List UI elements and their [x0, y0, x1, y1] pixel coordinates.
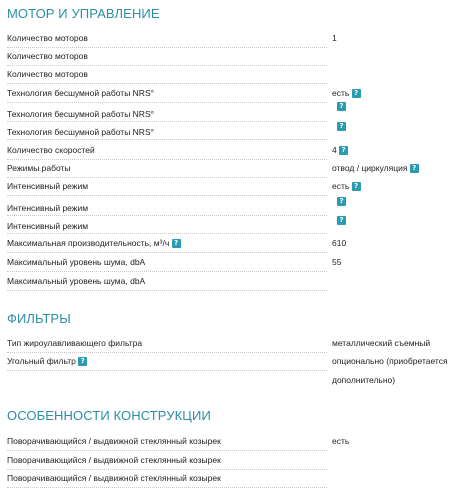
- spec-value: 55: [332, 257, 342, 267]
- spec-label: Тип жироулавливающего фильтра: [7, 338, 143, 348]
- dotted-leader: [7, 65, 327, 66]
- spec-row-intensive: [7, 197, 452, 218]
- spec-row-modes: [7, 163, 452, 181]
- dotted-leader: [7, 352, 327, 353]
- spec-row-intensive: [7, 218, 452, 236]
- spec-label: Интенсивный режим: [7, 203, 89, 213]
- spec-row-speeds: [7, 145, 452, 163]
- spec-row-motors-count: [7, 33, 452, 51]
- spec-label: Максимальный уровень шума, dbA: [7, 276, 146, 286]
- spec-row-motors-count: [7, 69, 452, 87]
- spec-row-nrs: [7, 88, 452, 106]
- spec-label: Технология бесшумной работы NRS°: [7, 127, 155, 137]
- dotted-leader: [7, 450, 327, 451]
- help-icon[interactable]: ?: [172, 239, 181, 248]
- spec-value: металлический съемный: [332, 338, 431, 348]
- spec-label: Количество моторов: [7, 51, 88, 61]
- help-icon[interactable]: ?: [337, 197, 346, 206]
- section-title-motor: МОТОР И УПРАВЛЕНИЕ: [7, 6, 160, 21]
- dotted-leader: [7, 177, 327, 178]
- help-icon[interactable]: ?: [78, 357, 87, 366]
- dotted-leader: [7, 233, 327, 234]
- dotted-leader: [7, 195, 327, 196]
- spec-row-carbon-filter: [7, 356, 452, 392]
- spec-value: 4 ?: [332, 145, 348, 155]
- spec-row-motors-count: [7, 51, 452, 69]
- spec-value: дополнительно): [332, 375, 396, 385]
- help-icon[interactable]: ?: [337, 216, 346, 225]
- spec-row-nrs: [7, 102, 452, 124]
- spec-value: отвод / циркуляция ?: [332, 163, 419, 173]
- dotted-leader: [7, 469, 327, 470]
- dotted-leader: [7, 102, 327, 103]
- spec-label: Количество моторов: [7, 69, 88, 79]
- spec-label: Поворачивающийся / выдвижной стеклянный козырек: [7, 436, 221, 446]
- help-icon[interactable]: ?: [339, 146, 348, 155]
- spec-row-max-noise: [7, 275, 452, 293]
- section-title-construction: ОСОБЕННОСТИ КОНСТРУКЦИИ: [7, 408, 211, 423]
- spec-row-intensive: [7, 181, 452, 199]
- dotted-leader: [7, 370, 327, 371]
- spec-row-glass-visor: [7, 436, 452, 454]
- spec-value: опционально (приобретается: [332, 356, 448, 366]
- dotted-leader: [7, 271, 327, 272]
- spec-value: есть ?: [332, 88, 361, 98]
- section-title-filters: ФИЛЬТРЫ: [7, 311, 71, 326]
- spec-row-nrs: [7, 124, 452, 142]
- spec-value: 1: [332, 33, 337, 43]
- dotted-leader: [7, 139, 327, 140]
- spec-value: есть ?: [332, 181, 361, 191]
- dotted-leader: [7, 290, 327, 291]
- dotted-leader: [7, 159, 327, 160]
- help-icon[interactable]: ?: [337, 102, 346, 111]
- spec-value: 610: [332, 238, 347, 248]
- spec-row-glass-visor: [7, 473, 452, 491]
- spec-label: Технология бесшумной работы NRS°: [7, 88, 155, 98]
- dotted-leader: [7, 487, 327, 488]
- spec-label: Поворачивающийся / выдвижной стеклянный козырек: [7, 473, 221, 483]
- dotted-leader: [7, 83, 327, 84]
- help-icon[interactable]: ?: [337, 122, 346, 131]
- spec-label: Количество моторов: [7, 33, 88, 43]
- spec-value: есть: [332, 436, 350, 446]
- dotted-leader: [7, 215, 327, 216]
- spec-label: Угольный фильтр ?: [7, 356, 87, 366]
- spec-row-grease-filter: [7, 338, 452, 356]
- spec-label: Количество скоростей: [7, 145, 95, 155]
- dotted-leader: [7, 252, 327, 253]
- help-icon[interactable]: ?: [352, 89, 361, 98]
- spec-label: Интенсивный режим: [7, 181, 89, 191]
- dotted-leader: [7, 121, 327, 122]
- spec-label: Максимальная производительность, м³/ч ?: [7, 238, 181, 248]
- spec-label: Максимальный уровень шума, dbA: [7, 257, 146, 267]
- spec-row-max-performance: [7, 238, 452, 256]
- spec-label: Интенсивный режим: [7, 221, 89, 231]
- help-icon[interactable]: ?: [410, 164, 419, 173]
- dotted-leader: [7, 47, 327, 48]
- help-icon[interactable]: ?: [352, 182, 361, 191]
- spec-label: Поворачивающийся / выдвижной стеклянный козырек: [7, 455, 221, 465]
- spec-row-glass-visor: [7, 455, 452, 473]
- spec-label: Технология бесшумной работы NRS°: [7, 109, 155, 119]
- spec-label: Режимы работы: [7, 163, 71, 173]
- spec-row-max-noise: [7, 257, 452, 275]
